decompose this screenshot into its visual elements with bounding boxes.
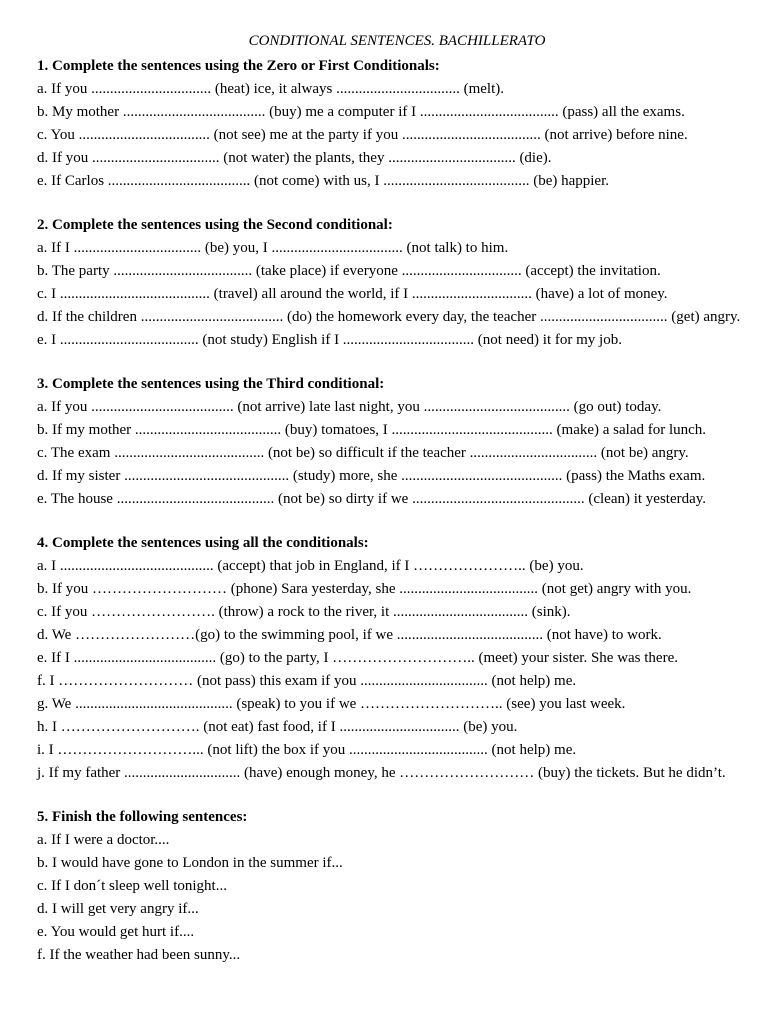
worksheet-page [37, 32, 741, 967]
exercise-section-1 [37, 55, 737, 193]
exercise-sentence: e. The house .......................................... (not be) so dirty if we .............................................. (clean) it yesterday. [37, 491, 707, 507]
exercise-heading: 5. Finish the following sentences: [37, 809, 248, 825]
document-title: CONDITIONAL SENTENCES. BACHILLERATO [248, 33, 546, 49]
exercise-sentence: f. I ……………………… (not pass) this exam if you .................................. (not help) me. [37, 673, 577, 689]
exercise-sentence: d. I will get very angry if... [37, 901, 199, 917]
exercise-sentence: d. We ……………………(go) to the swimming pool, if we ....................................... (not have) to work. [37, 627, 662, 643]
exercise-sentence: h. I ………………………. (not eat) fast food, if I ................................ (be) you. [37, 719, 518, 735]
exercise-heading: 2. Complete the sentences using the Second conditional: [37, 217, 393, 233]
exercise-sentence: b. My mother ...................................... (buy) me a computer if I ..................................... (pass) all the exams. [37, 104, 685, 120]
exercise-sentence: d. If you .................................. (not water) the plants, they .................................. (die). [37, 150, 552, 166]
exercise-sentence: f. If the weather had been sunny... [37, 947, 241, 963]
exercise-sentence: e. You would get hurt if.... [37, 924, 195, 940]
exercise-sentence: c. If I don´t sleep well tonight... [37, 878, 227, 894]
exercise-sentence: e. If Carlos ...................................... (not come) with us, I ....................................... (be) happier. [37, 173, 609, 189]
exercise-section-4 [37, 532, 737, 785]
exercise-sentence: i. I ………………………... (not lift) the box if you ..................................... (not help) me. [37, 742, 577, 758]
exercise-sentence: b. If my mother ....................................... (buy) tomatoes, I ........................................... (make) a salad for lunch. [37, 422, 707, 438]
exercise-sentence: a. If I .................................. (be) you, I ................................... (not talk) to him. [37, 240, 509, 256]
exercise-sentence: a. If I were a doctor.... [37, 832, 170, 848]
exercise-sentence: c. The exam ........................................ (not be) so difficult if the teacher .................................. (not be) angry. [37, 445, 689, 461]
exercise-sentence: b. I would have gone to London in the summer if... [37, 855, 343, 871]
exercise-section-2 [37, 214, 741, 352]
exercise-sentence: g. We .......................................... (speak) to you if we ……………………….. (see) you last week. [37, 696, 626, 712]
exercise-sentence: d. If my sister ............................................ (study) more, she ........................................... (pass) the Maths exam. [37, 468, 706, 484]
exercise-section-3 [37, 373, 737, 511]
exercise-sections [37, 55, 741, 967]
exercise-sentence: e. If I ...................................... (go) to the party, I ……………………….. (meet) your sister. She was there. [37, 650, 678, 666]
exercise-heading: 1. Complete the sentences using the Zero or First Conditionals: [37, 58, 440, 74]
exercise-sentence: a. If you ................................ (heat) ice, it always ................................. (melt). [37, 81, 504, 97]
exercise-heading: 4. Complete the sentences using all the conditionals: [37, 535, 369, 551]
exercise-sentence: c. You ................................... (not see) me at the party if you ..................................... (not arrive) before nine. [37, 127, 688, 143]
exercise-sentence: j. If my father ............................... (have) enough money, he ……………………… (buy) the tickets. But he didn’t. [37, 765, 726, 781]
exercise-sentence: e. I ..................................... (not study) English if I ................................... (not need) it for my job. [37, 332, 622, 348]
exercise-section-5 [37, 806, 737, 967]
exercise-sentence: a. I ......................................... (accept) that job in England, if I ………………….. (be) you. [37, 558, 584, 574]
exercise-sentence: d. If the children ...................................... (do) the homework every day, the teacher .................................. (get) angry. [37, 309, 741, 325]
exercise-sentence: a. If you ...................................... (not arrive) late last night, you ....................................... (go out) today. [37, 399, 662, 415]
exercise-heading: 3. Complete the sentences using the Third conditional: [37, 376, 385, 392]
exercise-sentence: c. I ........................................ (travel) all around the world, if I ................................ (have) a lot of money. [37, 286, 668, 302]
exercise-sentence: c. If you ……………………. (throw) a rock to the river, it .................................... (sink). [37, 604, 571, 620]
exercise-sentence: b. The party ..................................... (take place) if everyone ................................ (accept) the invitation. [37, 263, 661, 279]
exercise-sentence: b. If you ……………………… (phone) Sara yesterday, she ..................................... (not get) angry with you. [37, 581, 692, 597]
